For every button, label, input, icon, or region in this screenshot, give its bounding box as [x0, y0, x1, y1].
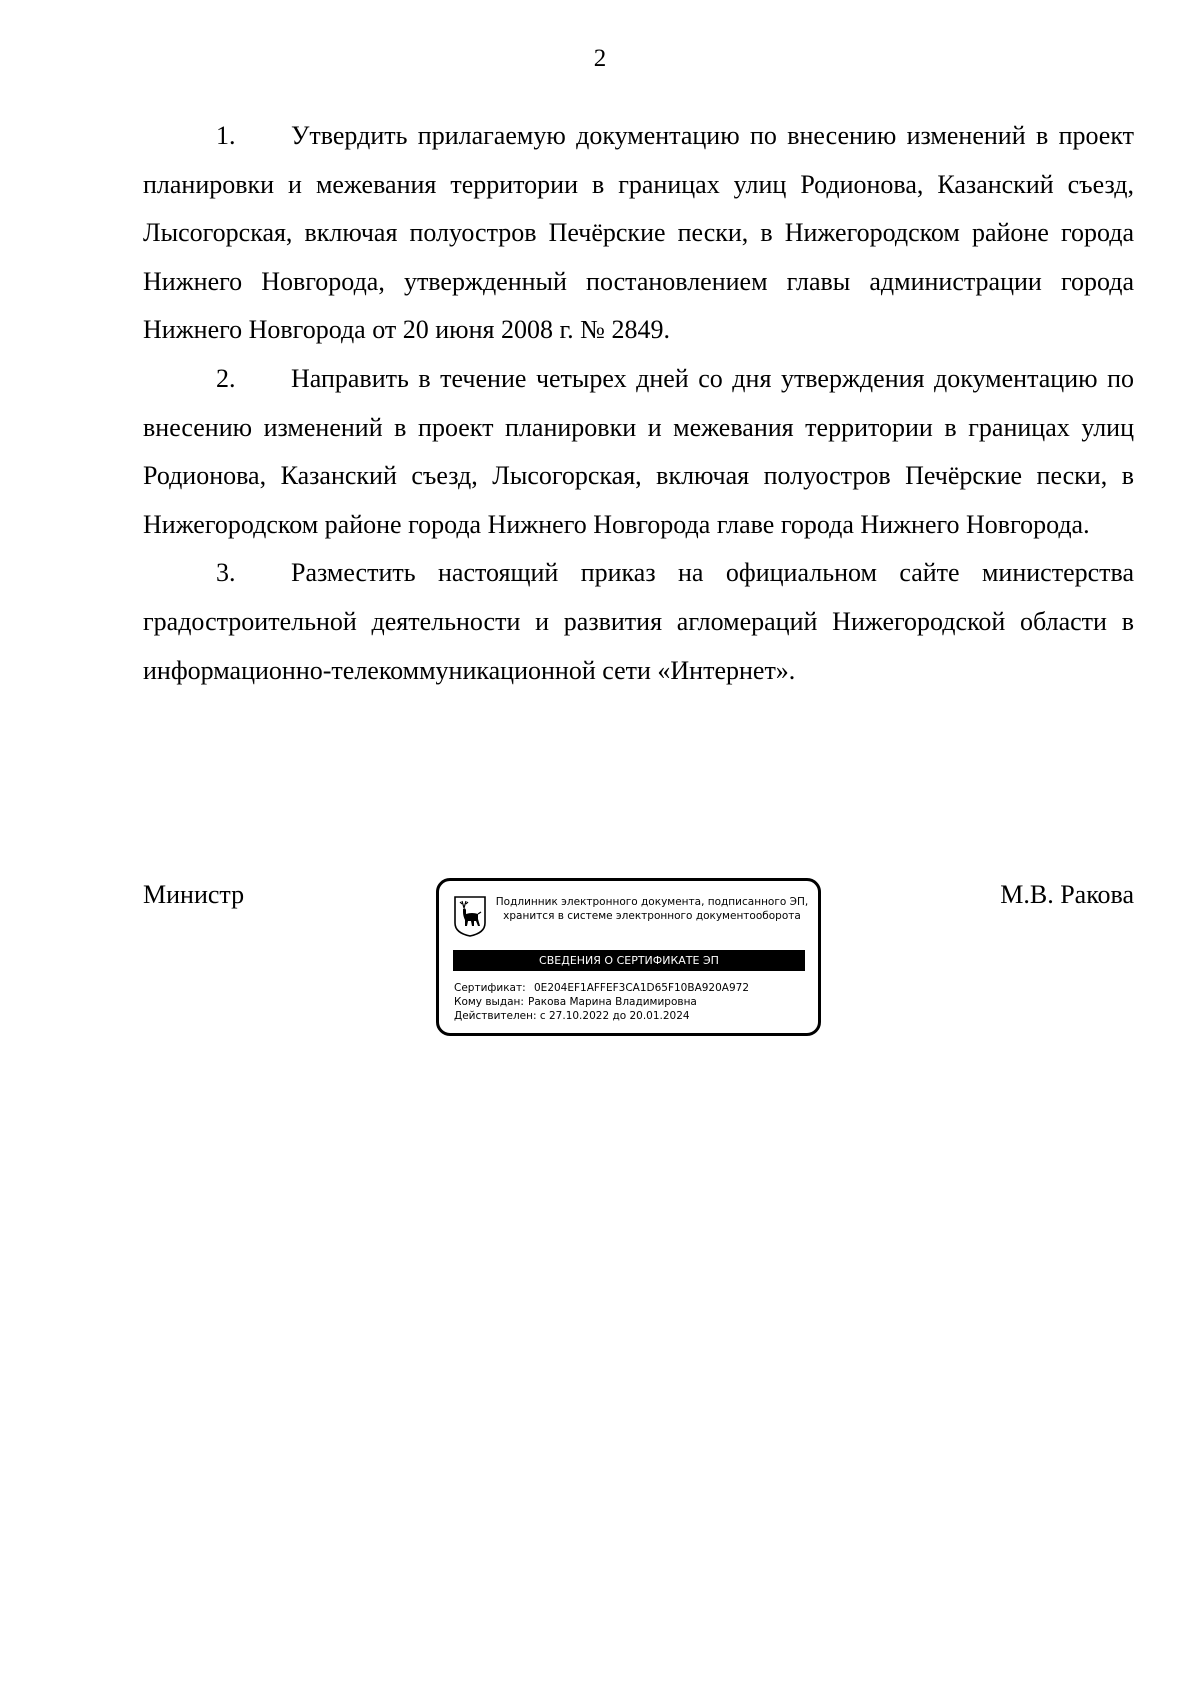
- issued-to-label: Кому выдан:: [454, 996, 524, 1008]
- stamp-header-line: Подлинник электронного документа, подписанного ЭП,: [495, 896, 809, 908]
- paragraph-text: Разместить настоящий приказ на официальном сайте министерства градостроительной деятельности и развития агломераций Нижегородской области в информационно-телекоммуникационной сети «Интернет».: [143, 558, 1134, 685]
- issued-to-value: Ракова Марина Владимировна: [528, 996, 697, 1008]
- signatory-title: Министр: [143, 880, 245, 909]
- stamp-header-line: хранится в системе электронного документооборота: [503, 910, 801, 922]
- paragraph-text: Утвердить прилагаемую документацию по внесению изменений в проект планировки и межевания территории в границах улиц Родионова, Казанский съезд, Лысогорская, включая полуостров Печёрские пески, в Нижегородском районе города Нижнего Новгорода, утвержденный постановлением главы администрации города Нижнего Новгорода от 20 июня 2008 г. № 2849.: [143, 121, 1134, 345]
- stamp-certificate-bar: СВЕДЕНИЯ О СЕРТИФИКАТЕ ЭП: [453, 950, 805, 971]
- nizhny-novgorod-deer-emblem-icon: [453, 895, 487, 937]
- stamp-certificate-details: [454, 981, 749, 1023]
- validity-label: Действителен:: [454, 1010, 537, 1022]
- validity-value: с 27.10.2022 до 20.01.2024: [539, 1010, 690, 1022]
- paragraph-2: [143, 355, 1134, 549]
- paragraph-number: 2.: [216, 363, 236, 393]
- paragraph-text: Направить в течение четырех дней со дня утверждения документацию по внесению изменений в проект планировки и межевания территории в границах улиц Родионова, Казанский съезд, Лысогорская, включая полуостров Печёрские пески, в Нижегородском районе города Нижнего Новгорода главе города Нижнего Новгорода.: [143, 363, 1134, 539]
- document-body: [143, 112, 1134, 695]
- issued-to-row: [454, 995, 749, 1009]
- certificate-value: 0E204EF1AFFEF3CA1D65F10BA920A972: [534, 982, 750, 994]
- electronic-signature-stamp: [436, 878, 821, 1036]
- certificate-label: Сертификат:: [454, 982, 526, 994]
- paragraph-number: 3.: [216, 558, 236, 588]
- stamp-header: [493, 895, 811, 923]
- signatory-name: М.В. Ракова: [1000, 880, 1134, 909]
- paragraph-3: [143, 549, 1134, 695]
- paragraph-1: [143, 112, 1134, 355]
- page-number: 2: [593, 45, 607, 72]
- validity-row: [454, 1009, 749, 1023]
- certificate-row: [454, 981, 749, 995]
- paragraph-number: 1.: [216, 121, 236, 150]
